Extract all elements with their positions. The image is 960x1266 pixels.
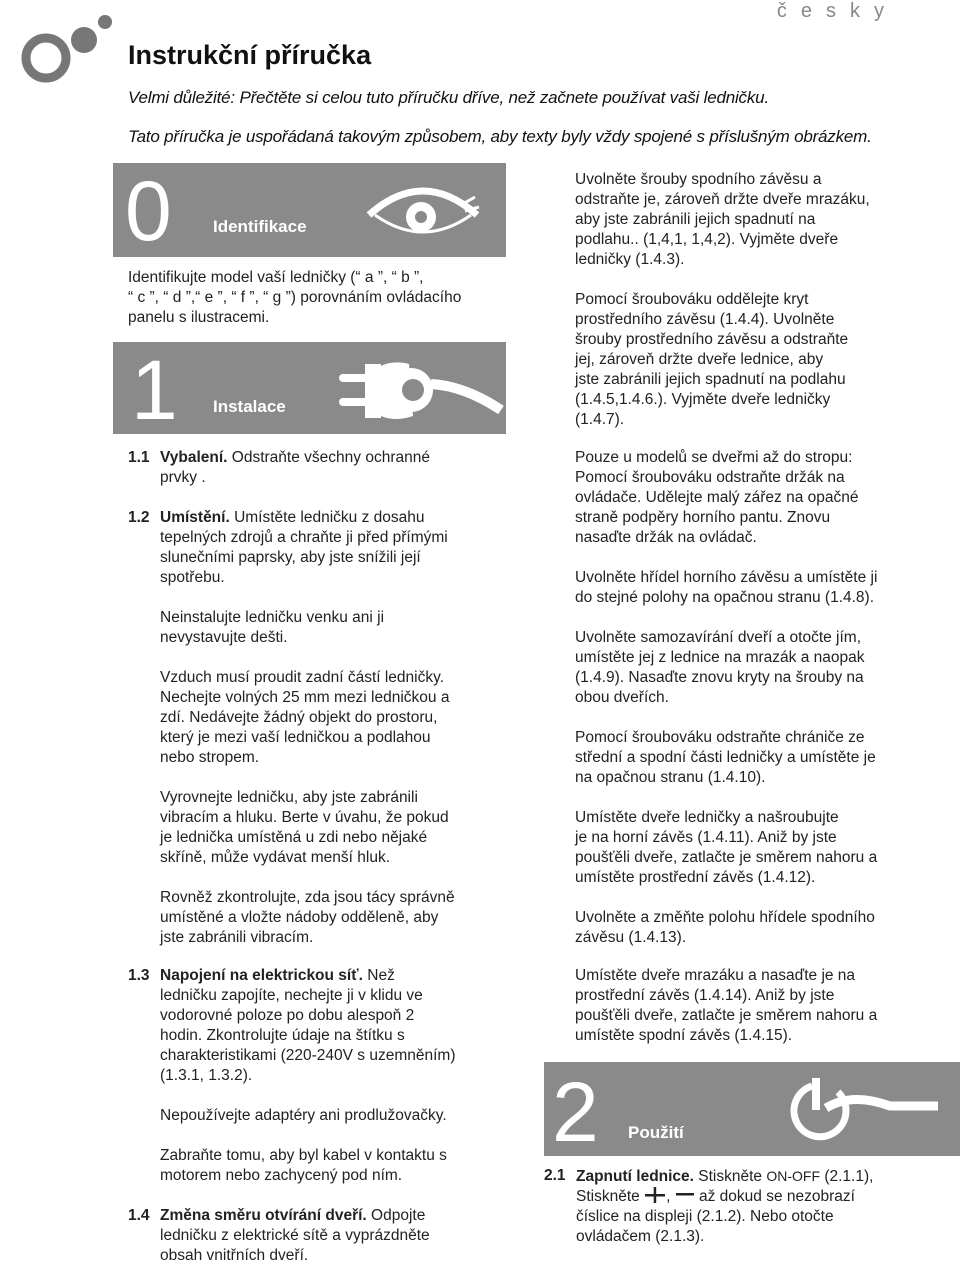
- section-2-1-number: 2.1: [544, 1167, 566, 1184]
- paragraph-line: (1.4.9). Nasaďte znovu kryty na šrouby na: [575, 669, 864, 686]
- paragraph-line: který je mezi vaší ledničkou a podlahou: [160, 729, 431, 746]
- section-1-4-heading: Změna směru otvírání dveří.: [160, 1207, 367, 1224]
- right-paragraph-8: [575, 908, 945, 948]
- paragraph-line: (1.3.1, 1.3.2).: [160, 1067, 253, 1084]
- paragraph-line: je lednička umístěná u zdi nebo nějaké: [160, 829, 428, 846]
- paragraph-line: jste zabránili jejich spadnutí na podlahu: [575, 371, 846, 388]
- paragraph-line: zdí. Nedávejte žádný objekt do prostoru,: [160, 709, 438, 726]
- paragraph-line: obou dveřích.: [575, 689, 669, 706]
- section-1-2-heading: Umístění.: [160, 509, 230, 526]
- plus-icon: [644, 1187, 666, 1203]
- eye-icon: [363, 175, 483, 247]
- paragraph-line: číslice na displeji (2.1.2). Nebo otočte: [576, 1208, 834, 1225]
- paragraph-line: Pomocí šroubováku odstraňte chrániče ze: [575, 729, 865, 746]
- section-1-2-text: Umístěte ledničku z dosahu: [229, 509, 425, 526]
- section-1-3-number: 1.3: [128, 967, 150, 984]
- paragraph-line: (1.4.7).: [575, 411, 625, 428]
- section-1-3-heading: Napojení na elektrickou síť.: [160, 967, 363, 984]
- right-paragraph-4: [575, 568, 945, 608]
- page-title: Instrukční příručka: [128, 40, 372, 70]
- minus-icon: [675, 1187, 695, 1203]
- paragraph-line: poušťěli dveře, zatlačte je směrem nahoru a: [575, 1007, 878, 1024]
- paragraph-line: poušťěli dveře, zatlačte je směrem nahoru a: [575, 849, 878, 866]
- plug-icon: [335, 356, 505, 426]
- section-1-2-line-4: spotřebu.: [160, 569, 225, 586]
- section-1-1-heading: Vybalení.: [160, 449, 228, 466]
- paragraph-line: Pomocí šroubováku odstraňte držák na: [575, 469, 845, 486]
- paragraph-line: střední a spodní části ledničky a umístěte je: [575, 749, 876, 766]
- section-2-1-text: Stiskněte: [693, 1168, 767, 1185]
- paragraph-line: umístěte spodní závěs (1.4.15).: [575, 1027, 793, 1044]
- paragraph-line: hodin. Zkontrolujte údaje na štítku s: [160, 1027, 405, 1044]
- paragraph-line: Rovněž zkontrolujte, zda jsou tácy správně: [160, 889, 455, 906]
- section-1-4-text: Odpojte: [366, 1207, 426, 1224]
- section-1-1-text-2: prvky .: [160, 469, 206, 486]
- right-paragraph-9: [575, 966, 945, 1046]
- paragraph-line: Zabraňte tomu, aby byl kabel v kontaktu s: [160, 1147, 447, 1164]
- section-1-2-line-2: tepelných zdrojů a chraňte ji před přímými: [160, 529, 448, 546]
- paragraph-line: vodorovné poloze po dobu alespoň 2: [160, 1007, 415, 1024]
- section-number: 0: [125, 164, 172, 258]
- right-paragraph-2: [575, 290, 945, 430]
- paragraph-line: jej, zároveň držte dveře lednice, aby: [575, 351, 824, 368]
- section-2-1-text: ,: [666, 1188, 675, 1205]
- paragraph-line: podlahu.. (1,4,1, 1,4,2). Vyjměte dveře: [575, 231, 839, 248]
- paragraph-line: straně podpěry horního pantu. Znovu: [575, 509, 831, 526]
- section-label: Instalace: [213, 397, 286, 416]
- paragraph-line: Vzduch musí proudit zadní částí ledničky.: [160, 669, 445, 686]
- paragraph-line: motorem nebo zachycený pod ním.: [160, 1167, 403, 1184]
- paragraph-line: Uvolněte a změňte polohu hřídele spodního: [575, 909, 875, 926]
- paragraph-line: umístěte jej z lednice na mrazák a naopak: [575, 649, 865, 666]
- section-2-1-text: až dokud se nezobrazí: [694, 1188, 855, 1205]
- section-1-2-line-3: slunečními paprsky, aby jste snížili její: [160, 549, 421, 566]
- on-off-key-label: ON-OFF: [766, 1168, 821, 1184]
- right-paragraph-7: [575, 808, 945, 888]
- paragraph-line: ovládačem (2.1.3).: [576, 1228, 705, 1245]
- paragraph-line: odstraňte je, zároveň držte dveře mrazáku,: [575, 191, 870, 208]
- paragraph-line: ledničku z elektrické sítě a vyprázdněte: [160, 1227, 430, 1244]
- paragraph-line: prostředního závěsu (1.4.4). Uvolněte: [575, 311, 835, 328]
- circles-logo-icon: [10, 14, 120, 84]
- section-1-4-number: 1.4: [128, 1207, 150, 1224]
- paragraph-line: závěsu (1.4.13).: [575, 929, 687, 946]
- intro-important: Velmi důležité: Přečtěte si celou tuto příručku dříve, než začnete používat vaši ledničku.: [128, 88, 769, 107]
- paragraph-line: aby jste zabránili jejich spadnutí na: [575, 211, 816, 228]
- section-2-1-text: Stiskněte: [576, 1188, 645, 1205]
- right-paragraph-1: [575, 170, 945, 270]
- paragraph-line: prostřední závěs (1.4.14). Aniž by jste: [575, 987, 835, 1004]
- paragraph-line: ledničku zapojíte, nechejte ji v klidu ve: [160, 987, 423, 1004]
- section-label: Identifikace: [213, 217, 307, 236]
- section-1-3-text: Než: [362, 967, 395, 984]
- paragraph-line: jste zabránili vibracím.: [160, 929, 314, 946]
- ident-line-1: Identifikujte model vaší ledničky (“ a ”, “ b ”,: [128, 269, 424, 286]
- section-number: 2: [552, 1065, 599, 1159]
- section-2-1-heading: Zapnutí lednice.: [576, 1168, 694, 1185]
- paragraph-line: charakteristikami (220-240V s uzemněním): [160, 1047, 456, 1064]
- right-paragraph-3: [575, 448, 945, 548]
- section-1-1-text: Odstraňte všechny ochranné: [227, 449, 430, 466]
- ident-line-3: panelu s ilustracemi.: [128, 309, 270, 326]
- paragraph-line: ovládače. Udělejte malý zářez na opačné: [575, 489, 859, 506]
- language-label: česky: [776, 0, 898, 22]
- paragraph-line: Umístěte dveře mrazáku a nasaďte je na: [575, 967, 856, 984]
- section-1-2-number: 1.2: [128, 509, 150, 526]
- paragraph-line: umístěte prostřední závěs (1.4.12).: [575, 869, 816, 886]
- paragraph-line: Umístěte dveře ledničky a našroubujte: [575, 809, 839, 826]
- paragraph-line: Pomocí šroubováku oddělejte kryt: [575, 291, 809, 308]
- paragraph-line: Vyrovnejte ledničku, aby jste zabránili: [160, 789, 418, 806]
- section-band-instalace: [113, 342, 506, 437]
- paragraph-line: Uvolněte hřídel horního závěsu a umístěte ji: [575, 569, 878, 586]
- section-1-1-number: 1.1: [128, 449, 150, 466]
- paragraph-line: umístěné a vložte nádoby odděleně, aby: [160, 909, 439, 926]
- paragraph-line: skříně, může vydávat menší hluk.: [160, 849, 391, 866]
- power-button-icon: [782, 1072, 942, 1146]
- section-2-1-text: (2.1.1),: [820, 1168, 874, 1185]
- paragraph-line: Nepoužívejte adaptéry ani prodlužovačky.: [160, 1107, 447, 1124]
- paragraph-line: do stejné polohy na opačnou stranu (1.4.8).: [575, 589, 875, 606]
- paragraph-line: Nechejte volných 25 mm mezi ledničkou a: [160, 689, 450, 706]
- paragraph-line: (1.4.5,1.4.6.). Vyjměte dveře ledničky: [575, 391, 831, 408]
- paragraph-line: ledničky (1.4.3).: [575, 251, 685, 268]
- intro-structure: Tato příručka je uspořádaná takovým způsobem, aby texty byly vždy spojené s příslušným obrázkem.: [128, 127, 872, 146]
- paragraph-line: nebo stropem.: [160, 749, 260, 766]
- paragraph-line: Neinstalujte ledničku venku ani ji: [160, 609, 385, 626]
- paragraph-line: Uvolněte šrouby spodního závěsu a: [575, 171, 822, 188]
- right-paragraph-5: [575, 628, 945, 708]
- ident-line-2: “ c ”, “ d ”,“ e ”, “ f ”, “ g ”) porovnáním ovládacího: [128, 289, 462, 306]
- paragraph-line: nevystavujte dešti.: [160, 629, 288, 646]
- paragraph-line: Pouze u modelů se dveřmi až do stropu:: [575, 449, 853, 466]
- paragraph-line: vibracím a hluku. Berte v úvahu, že pokud: [160, 809, 449, 826]
- paragraph-line: je na horní závěs (1.4.11). Aniž by jste: [575, 829, 837, 846]
- right-paragraph-6: [575, 728, 945, 788]
- paragraph-line: obsah vnitřních dveří.: [160, 1247, 309, 1264]
- section-label: Použití: [628, 1123, 684, 1142]
- section-band-identifikace: [113, 163, 506, 257]
- paragraph-line: Uvolněte samozavírání dveří a otočte jím,: [575, 629, 862, 646]
- paragraph-line: na opačnou stranu (1.4.10).: [575, 769, 766, 786]
- paragraph-line: šrouby prostředního závěsu a odstraňte: [575, 331, 849, 348]
- section-band-pouziti: [544, 1062, 960, 1159]
- paragraph-line: nasaďte držák na ovládač.: [575, 529, 757, 546]
- section-number: 1: [131, 343, 178, 437]
